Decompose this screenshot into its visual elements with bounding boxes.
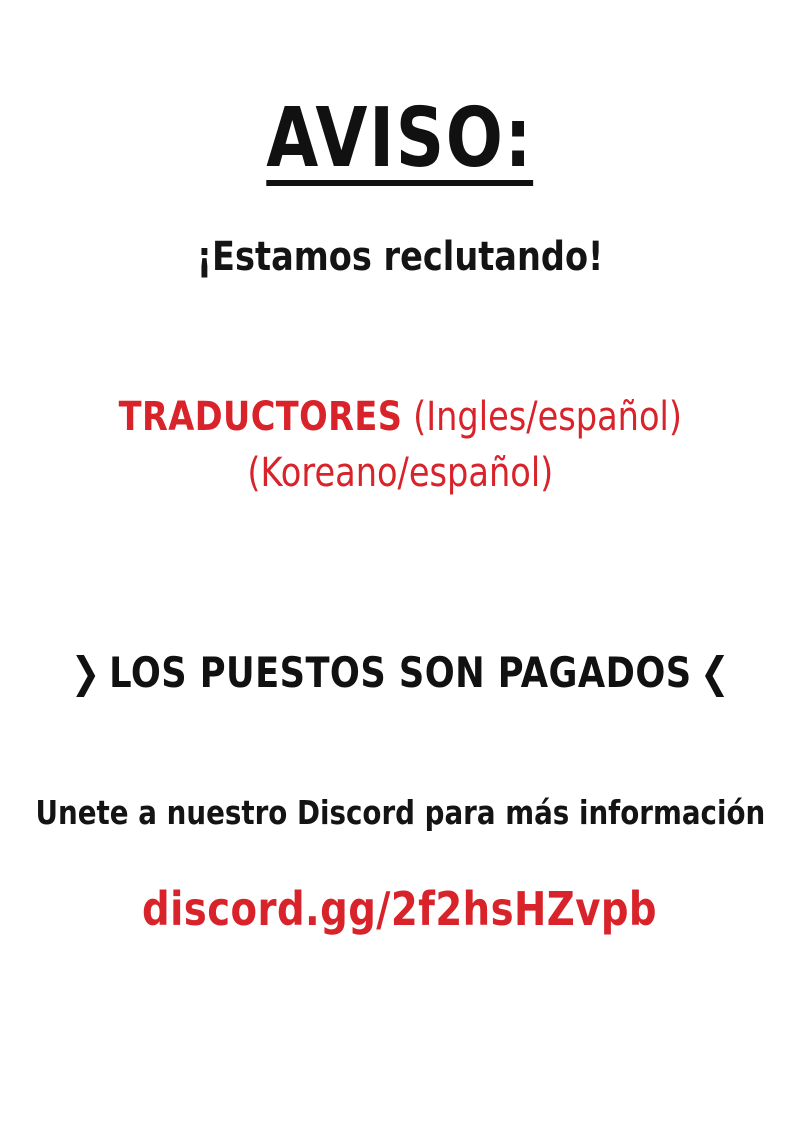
page-title: AVISO: [266,91,534,186]
paid-positions-text: LOS PUESTOS SON PAGADOS [108,648,692,698]
chevron-left-icon: ❮ [699,648,730,698]
recruiting-subtitle: ¡Estamos reclutando! [196,234,604,281]
role-language-pair-2: (Koreano/español) [247,450,553,497]
paid-positions-banner [62,648,738,697]
roles-block [65,392,736,498]
roles-line-primary [118,392,681,442]
role-name-translators: TRADUCTORES [118,394,403,441]
discord-invite-prompt: Unete a nuestro Discord para más información [35,793,765,833]
discord-invite-link[interactable]: discord.gg/2f2hsHZvpb [142,882,658,937]
role-language-pair-1: (Ingles/español) [412,394,682,441]
chevron-right-icon: ❯ [70,648,101,698]
